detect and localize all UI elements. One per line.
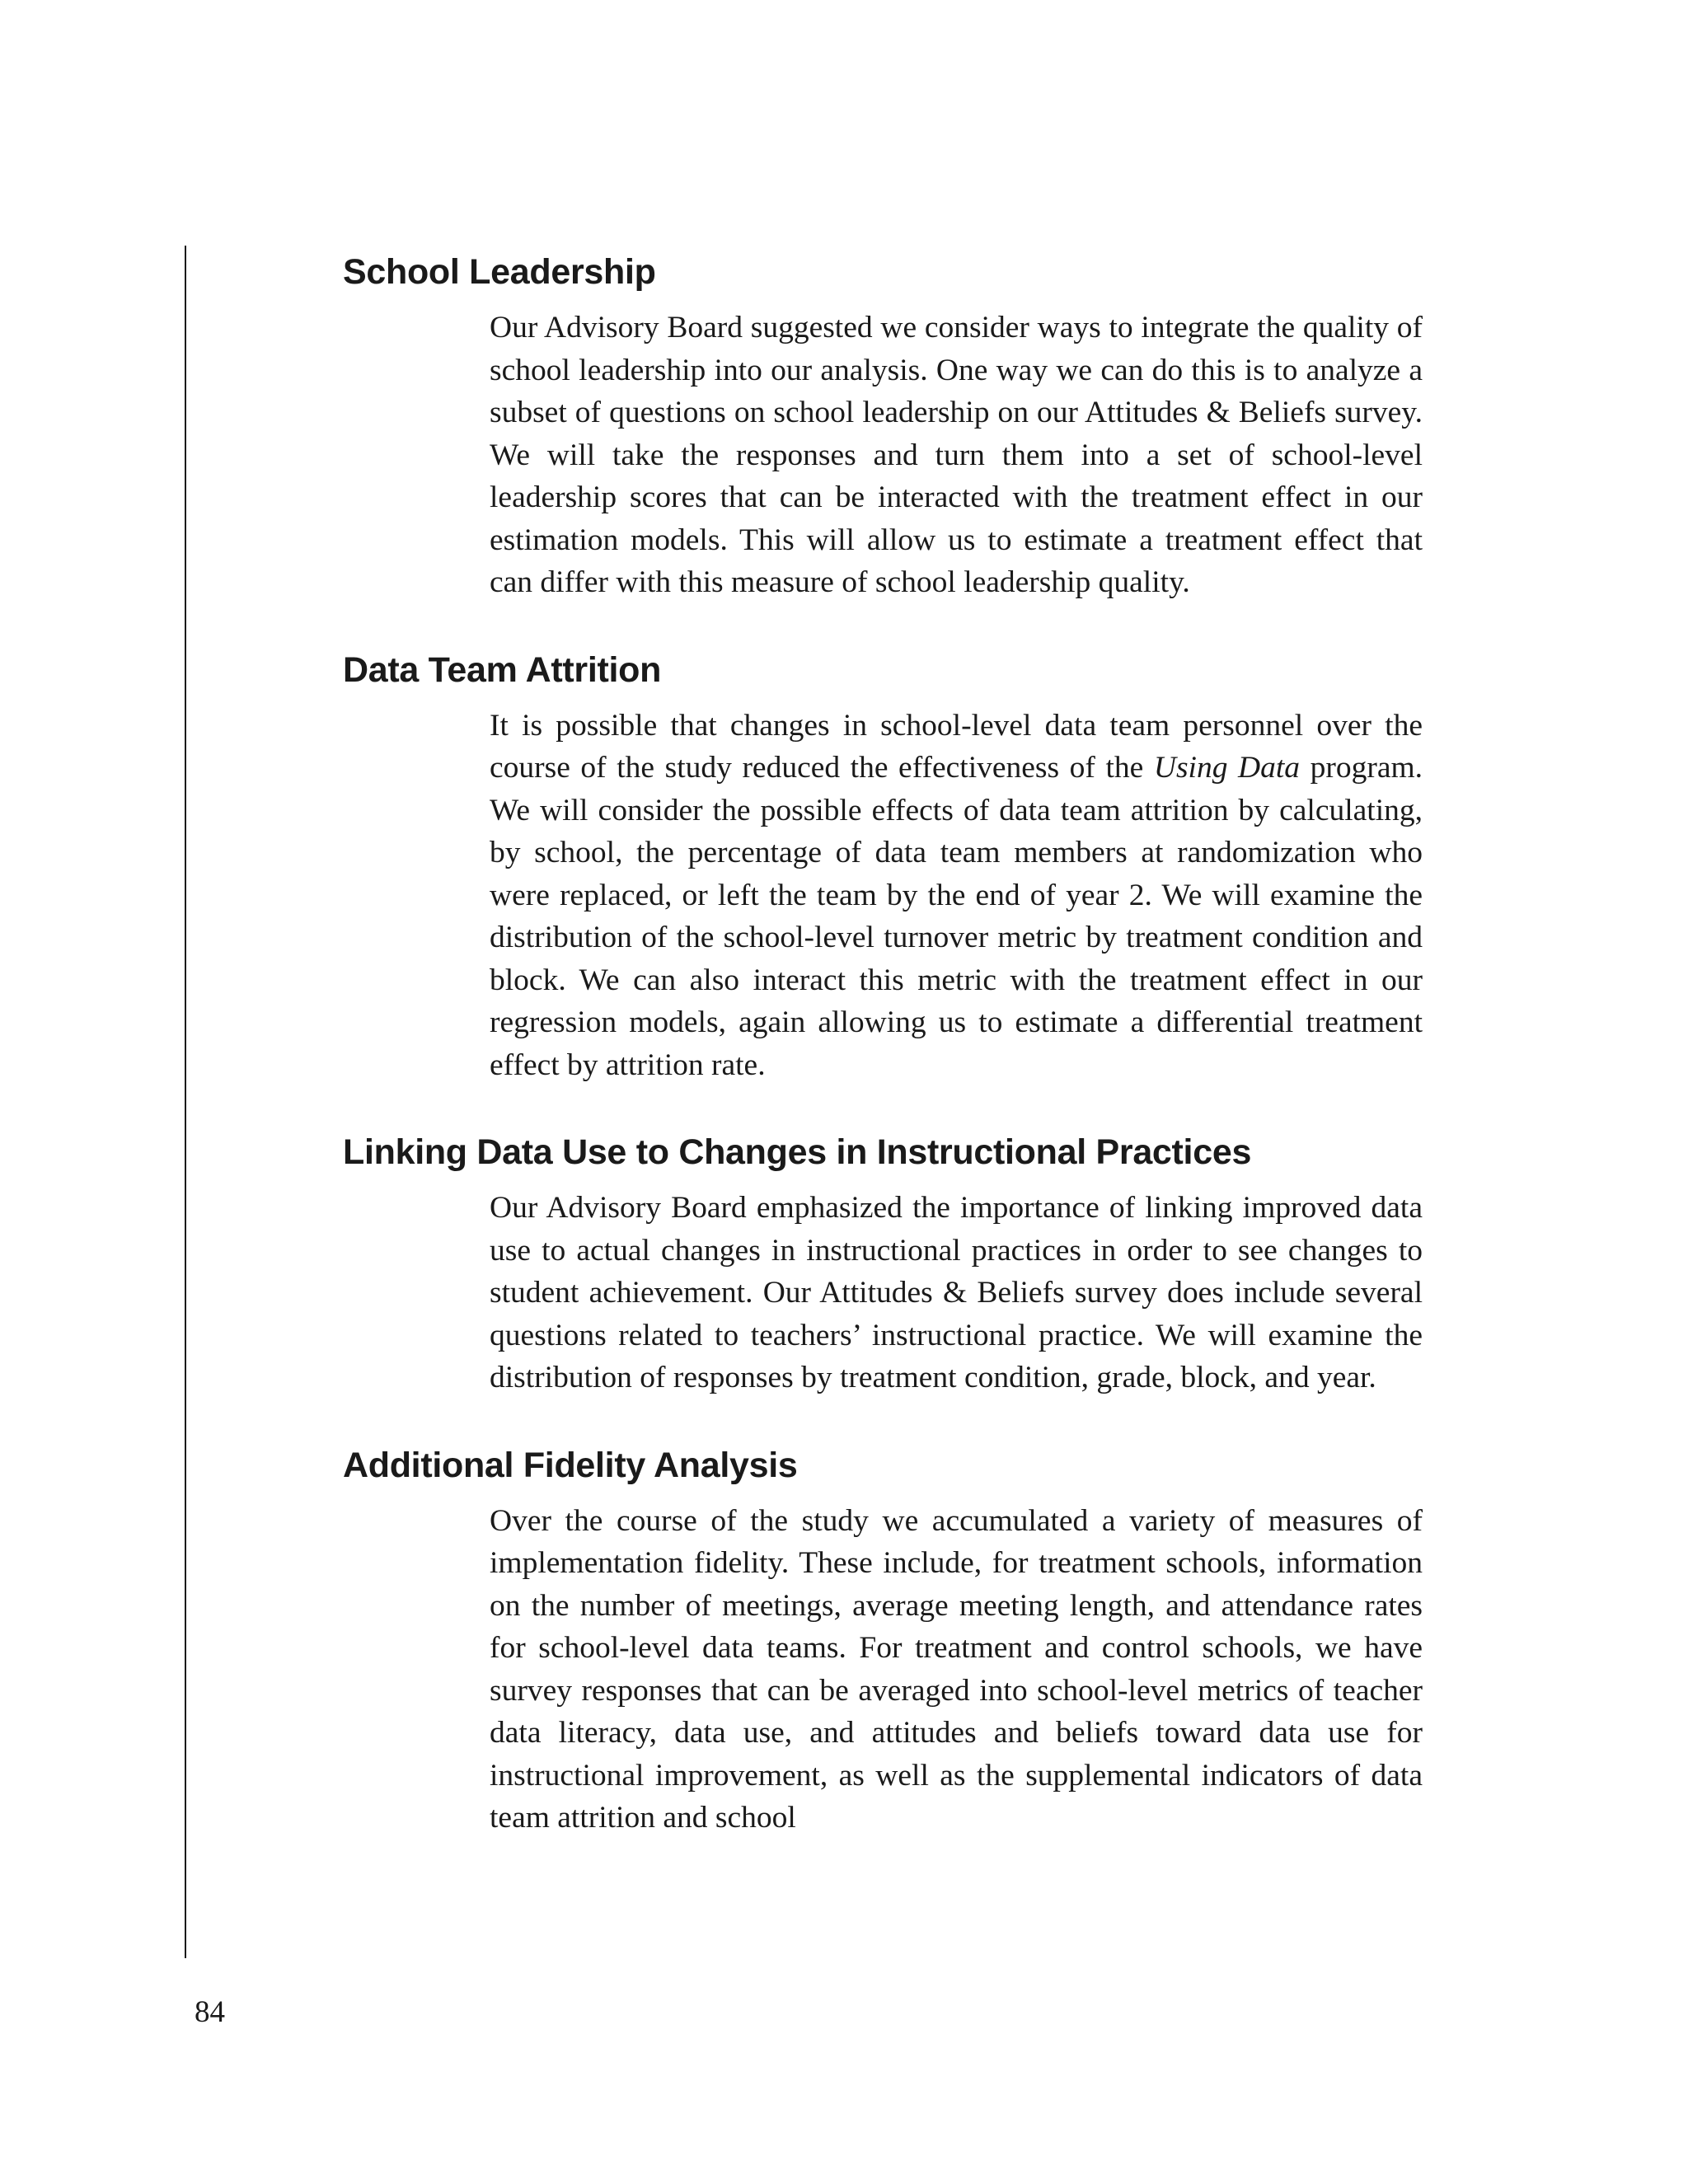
section-body: Over the course of the study we accumulated a variety of measures of implementation fidelity. These include, for treatment schools, information on the number of meetings, average meeting length, and attendance rates for school-level data teams. For treatment and control schools, we have survey responses that can be averaged into school-level metrics of teacher data literacy, data use, and attitudes and beliefs toward data use for instructional improvement, as well as the supplemental indicators of data team attrition and school xyxy=(490,1503,1423,1835)
section-additional-fidelity xyxy=(343,1441,1423,1840)
section-body: Our Advisory Board emphasized the importance of linking improved data use to actual changes in instructional practices in order to see changes to student achievement. Our Attitudes & Beliefs survey does include several questions related to teachers’ instructional practice. We will examine the distribution of responses by treatment condition, grade, block, and year. xyxy=(490,1191,1423,1394)
section-school-leadership xyxy=(343,247,1423,604)
section-body xyxy=(490,705,1423,1087)
body-text: It is possible that changes in school-level data team personnel over the course of the study reduced the effectiveness of the xyxy=(490,708,1423,785)
body-text: program. We will consider the possible effects of data team attrition by calculating, by school, the percentage of data team members at randomization who were replaced, or left the team by the end of year 2. We will examine the distribution of the school-level turnover metric by treatment condition and block. We can also interact this metric with the treatment effect in our regression models, again allowing us to estimate a differential treatment effect by attrition rate. xyxy=(490,751,1423,1082)
margin-rule xyxy=(185,246,186,1958)
section-heading: Linking Data Use to Changes in Instructional Practices xyxy=(343,1132,1252,1172)
page-content xyxy=(343,247,1423,1840)
section-data-team-attrition xyxy=(343,645,1423,1087)
section-heading: Additional Fidelity Analysis xyxy=(343,1445,798,1485)
program-name-italic: Using Data xyxy=(1153,751,1301,785)
section-heading: School Leadership xyxy=(343,252,656,292)
section-linking-data-use xyxy=(343,1127,1423,1399)
page-number: 84 xyxy=(195,1995,225,2029)
section-heading: Data Team Attrition xyxy=(343,649,662,690)
section-body: Our Advisory Board suggested we consider ways to integrate the quality of school leadership into our analysis. One way we can do this is to analyze a subset of questions on school leadership on our Attitudes & Beliefs survey. We will take the responses and turn them into a set of school-level leadership scores that can be interacted with the treatment effect in our estimation models. This will allow us to estimate a treatment effect that can differ with this measure of school leadership quality. xyxy=(490,311,1423,599)
